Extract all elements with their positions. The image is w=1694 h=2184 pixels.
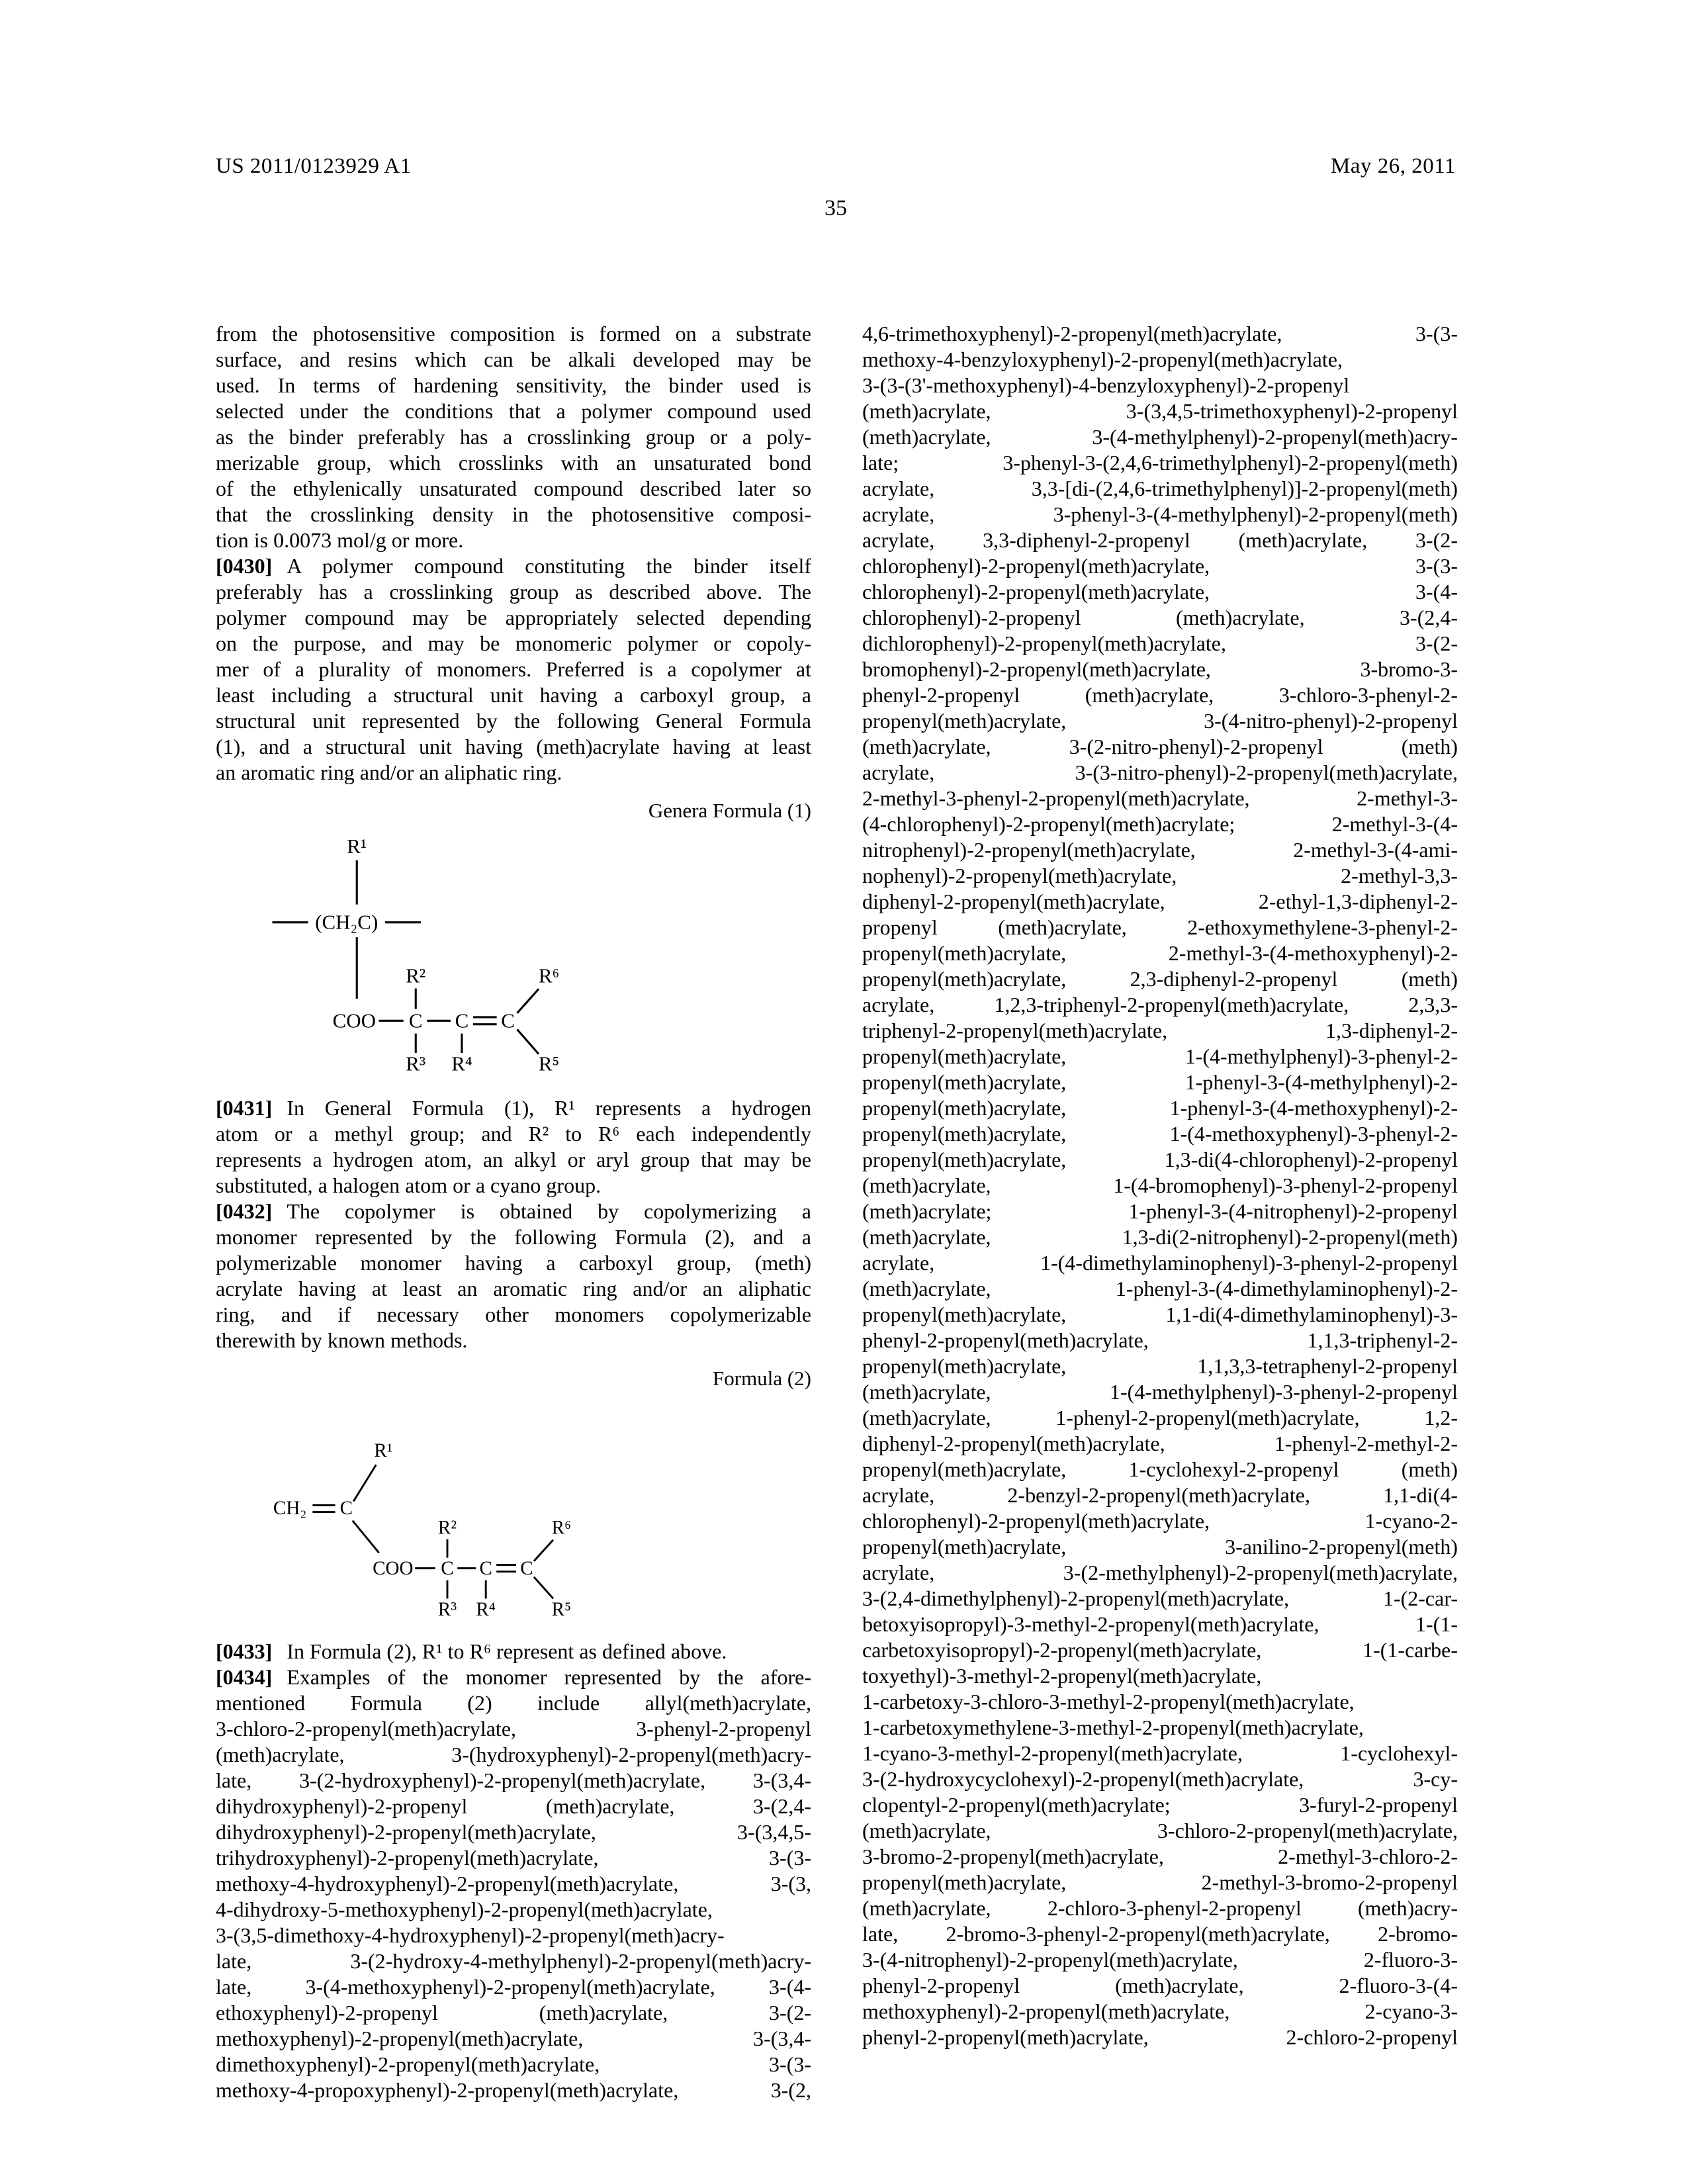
text-line: propenyl(meth)acrylate, 2,3-diphenyl-2-propenyl (meth) (862, 967, 1458, 991)
atom-c0: C (339, 1498, 353, 1520)
text-line: 2-methyl-3-phenyl-2-propenyl(meth)acrylate, 2-methyl-3- (862, 786, 1458, 810)
paragraph-body (216, 579, 811, 786)
text-line: 1-carbetoxy-3-chloro-3-methyl-2-propenyl(meth)acrylate, (862, 1690, 1355, 1713)
text-line: propenyl(meth)acrylate, 1,1,3,3-tetraphenyl-2-propenyl (862, 1354, 1458, 1378)
text-line: 3-(2-hydroxycyclohexyl)-2-propenyl(meth)acrylate, 3-cy- (862, 1767, 1458, 1791)
text-line: late, 2-bromo-3-phenyl-2-propenyl(meth)acrylate, 2-bromo- (862, 1922, 1458, 1946)
text-line: polymer compound may be appropriately selected depending (216, 606, 811, 629)
text-line: nophenyl)-2-propenyl(meth)acrylate, 2-methyl-3,3- (862, 864, 1458, 887)
text-line: dichlorophenyl)-2-propenyl(meth)acrylate, 3-(2- (862, 631, 1458, 655)
text-line: ring, and if necessary other monomers copolymerizable (216, 1302, 811, 1327)
text-line: carbetoxyisopropyl)-2-propenyl(meth)acrylate, 1-(1-carbe- (862, 1638, 1458, 1662)
text-line: acrylate, 3-phenyl-3-(4-methylphenyl)-2-propenyl(meth) (862, 502, 1458, 526)
text-line: (meth)acrylate, 3-(hydroxyphenyl)-2-propenyl(meth)acry- (216, 1743, 811, 1767)
text-line: dimethoxyphenyl)-2-propenyl(meth)acrylate, 3-(3- (216, 2052, 811, 2077)
text-line: late, 3-(2-hydroxy-4-methylphenyl)-2-propenyl(meth)acry- (216, 1949, 811, 1974)
chemical-structure-formula2 (262, 1396, 580, 1623)
atom-r6: R⁶ (551, 1517, 572, 1539)
atom-c2: C (479, 1558, 492, 1580)
text-line: as the binder preferably has a crosslinking group or a poly- (216, 425, 811, 449)
text-line: propenyl(meth)acrylate, 2-methyl-3-bromo-2-propenyl (862, 1870, 1458, 1894)
text-line: dihydroxyphenyl)-2-propenyl(meth)acrylate, 3-(3,4,5- (216, 1820, 811, 1844)
text-line: acrylate, 1-(4-dimethylaminophenyl)-3-phenyl-2-propenyl (862, 1251, 1458, 1275)
right-column (862, 321, 1458, 2050)
text-line: 3-(3,5-dimethoxy-4-hydroxyphenyl)-2-propenyl(meth)acry- (216, 1923, 725, 1948)
atom-backbone: (CH₂C) (315, 910, 379, 934)
text-line: (4-chlorophenyl)-2-propenyl(meth)acrylate; 2-methyl-3-(4- (862, 812, 1458, 836)
text-line: acrylate, 3,3-diphenyl-2-propenyl (meth)acrylate, 3-(2- (862, 528, 1458, 552)
text-line: trihydroxyphenyl)-2-propenyl(meth)acrylate, 3-(3- (216, 1846, 811, 1870)
paragraph-first-line (216, 1095, 811, 1121)
text-line: mer of a plurality of monomers. Preferred is a copolymer at (216, 657, 811, 681)
atom-c1: C (408, 1009, 423, 1032)
paragraph-0434 (216, 1664, 811, 2103)
text-line: propenyl(meth)acrylate, 1-phenyl-3-(4-methylphenyl)-2- (862, 1070, 1458, 1094)
paragraph-tag: [0432] (216, 1199, 273, 1224)
text-line: diphenyl-2-propenyl(meth)acrylate, 2-ethyl-1,3-diphenyl-2- (862, 889, 1458, 913)
paragraph-body (216, 1224, 811, 1353)
text-line: from the photosensitive composition is formed on a substrate (216, 322, 811, 345)
text-line: 4,6-trimethoxyphenyl)-2-propenyl(meth)acrylate, 3-(3- (862, 322, 1458, 345)
left-column (216, 321, 811, 2103)
paragraph-tag: [0433] (216, 1639, 273, 1664)
atom-c3: C (520, 1558, 533, 1580)
paragraph-intro (216, 321, 811, 553)
text-line: methoxyphenyl)-2-propenyl(meth)acrylate, 2-cyano-3- (862, 1999, 1458, 2023)
text-line: merizable group, which crosslinks with an unsaturated bond (216, 451, 811, 475)
paragraph-tag: [0430] (216, 554, 273, 578)
text-line: propenyl(meth)acrylate, 1,1-di(4-dimethylaminophenyl)-3- (862, 1302, 1458, 1326)
text-line: polymerizable monomer having a carboxyl group, (meth) (216, 1251, 811, 1275)
paragraph-text: A polymer compound constituting the binder itself (287, 554, 811, 578)
text-line: (meth)acrylate, 1-phenyl-2-propenyl(meth)acrylate, 1,2- (862, 1406, 1458, 1430)
text-line: acrylate having at least an aromatic ring and/or an aliphatic (216, 1277, 811, 1301)
formula1-label: Genera Formula (1) (648, 799, 811, 822)
text-line: phenyl-2-propenyl(meth)acrylate, 1,1,3-triphenyl-2- (862, 1328, 1458, 1352)
text-line: betoxyisopropyl)-3-methyl-2-propenyl(meth)acrylate, 1-(1- (862, 1612, 1458, 1636)
text-line: acrylate, 3-(3-nitro-phenyl)-2-propenyl(meth)acrylate, (862, 760, 1458, 784)
text-line: (meth)acrylate, 1-(4-bromophenyl)-3-phenyl-2-propenyl (862, 1173, 1458, 1197)
text-line: atom or a methyl group; and R² to R⁶ each independently (216, 1122, 811, 1146)
text-line: toxyethyl)-3-methyl-2-propenyl(meth)acrylate, (862, 1664, 1262, 1688)
text-line: ethoxyphenyl)-2-propenyl (meth)acrylate, 3-(2- (216, 2001, 811, 2025)
atom-r6: R⁶ (538, 964, 560, 987)
atom-c3: C (501, 1009, 515, 1032)
text-line: methoxy-4-benzyloxyphenyl)-2-propenyl(meth)acrylate, (862, 347, 1343, 371)
atom-r3: R³ (406, 1052, 426, 1075)
paragraph-text: In General Formula (1), R¹ represents a hydrogen (287, 1096, 811, 1120)
paragraph-0433 (216, 1639, 811, 1664)
atom-c2: C (455, 1009, 469, 1032)
text-line: clopentyl-2-propenyl(meth)acrylate; 3-furyl-2-propenyl (862, 1793, 1458, 1817)
atom-coo: COO (332, 1009, 377, 1032)
text-line: methoxy-4-propoxyphenyl)-2-propenyl(meth)acrylate, 3-(2, (216, 2078, 811, 2103)
text-line: (meth)acrylate, 1-phenyl-3-(4-dimethylaminophenyl)-2- (862, 1277, 1458, 1300)
paragraph-text: The copolymer is obtained by copolymerizing a (287, 1199, 811, 1224)
text-line: (meth)acrylate, 3-(3,4,5-trimethoxyphenyl)-2-propenyl (862, 399, 1458, 423)
text-line: propenyl(meth)acrylate, 1-phenyl-3-(4-methoxyphenyl)-2- (862, 1096, 1458, 1120)
atom-r4: R⁴ (476, 1599, 496, 1621)
text-line: acrylate, 2-benzyl-2-propenyl(meth)acrylate, 1,1-di(4- (862, 1483, 1458, 1507)
paragraph-0431 (216, 1095, 811, 1199)
text-line: propenyl (meth)acrylate, 2-ethoxymethylene-3-phenyl-2- (862, 915, 1458, 939)
paragraph-tag: [0434] (216, 1665, 273, 1690)
atom-r5: R⁵ (551, 1599, 572, 1621)
text-line: tion is 0.0073 mol/g or more. (216, 528, 464, 552)
paragraph-first-line (216, 1199, 811, 1224)
atom-r3: R³ (437, 1599, 457, 1621)
text-line: 1-cyano-3-methyl-2-propenyl(meth)acrylate, 1-cyclohexyl- (862, 1741, 1458, 1765)
atom-r5: R⁵ (538, 1052, 560, 1075)
text-line: propenyl(meth)acrylate, 2-methyl-3-(4-methoxyphenyl)-2- (862, 941, 1458, 965)
header-date: May 26, 2011 (1330, 154, 1456, 178)
text-line: 4-dihydroxy-5-methoxyphenyl)-2-propenyl(meth)acrylate, (216, 1897, 713, 1922)
text-line: selected under the conditions that a polymer compound used (216, 399, 811, 423)
text-line: (meth)acrylate, 3-(4-methylphenyl)-2-propenyl(meth)acry- (862, 425, 1458, 449)
paragraph-body (216, 1121, 811, 1199)
text-line: nitrophenyl)-2-propenyl(meth)acrylate, 2-methyl-3-(4-ami- (862, 838, 1458, 862)
text-line: (meth)acrylate, 3-chloro-2-propenyl(meth)acrylate, (862, 1819, 1458, 1843)
atom-r1: R¹ (374, 1440, 393, 1462)
text-line: 3-(3-(3'-methoxyphenyl)-4-benzyloxyphenyl)-2-propenyl (862, 373, 1350, 397)
text-line: propenyl(meth)acrylate, 1-(4-methoxyphenyl)-3-phenyl-2- (862, 1122, 1458, 1146)
text-line: (meth)acrylate, 2-chloro-3-phenyl-2-propenyl (meth)acry- (862, 1896, 1458, 1920)
text-line: 3-bromo-2-propenyl(meth)acrylate, 2-methyl-3-chloro-2- (862, 1844, 1458, 1868)
text-line: diphenyl-2-propenyl(meth)acrylate, 1-phenyl-2-methyl-2- (862, 1432, 1458, 1455)
paragraph-0432 (216, 1199, 811, 1353)
text-line: late; 3-phenyl-3-(2,4,6-trimethylphenyl)-2-propenyl(meth) (862, 451, 1458, 475)
formula2-label: Formula (2) (713, 1367, 811, 1390)
text-line: 1-carbetoxymethylene-3-methyl-2-propenyl(meth)acrylate, (862, 1715, 1364, 1739)
paragraph-text: Examples of the monomer represented by the afore- (287, 1665, 811, 1690)
text-line: (meth)acrylate; 1-phenyl-3-(4-nitrophenyl)-2-propenyl (862, 1199, 1458, 1223)
text-line: of the ethylenically unsaturated compound described later so (216, 477, 811, 500)
text-line: (1), and a structural unit having (meth)acrylate having at least (216, 735, 811, 758)
text-line: dihydroxyphenyl)-2-propenyl (meth)acrylate, 3-(2,4- (216, 1794, 811, 1819)
text-line: bromophenyl)-2-propenyl(meth)acrylate, 3-bromo-3- (862, 657, 1458, 681)
atom-r1: R¹ (347, 835, 367, 858)
text-line: 3-(4-nitrophenyl)-2-propenyl(meth)acrylate, 2-fluoro-3- (862, 1948, 1458, 1972)
text-line: propenyl(meth)acrylate, 3-anilino-2-propenyl(meth) (862, 1535, 1458, 1559)
text-line: propenyl(meth)acrylate, 1-(4-methylphenyl)-3-phenyl-2- (862, 1044, 1458, 1068)
text-line: chlorophenyl)-2-propenyl(meth)acrylate, 1-cyano-2- (862, 1509, 1458, 1533)
text-line: preferably has a crosslinking group as described above. The (216, 580, 811, 604)
text-line: propenyl(meth)acrylate, 1,3-di(4-chlorophenyl)-2-propenyl (862, 1148, 1458, 1171)
text-line: on the purpose, and may be monomeric polymer or copoly- (216, 631, 811, 655)
paragraph-continued (862, 321, 1458, 2050)
text-line: 3-(2,4-dimethylphenyl)-2-propenyl(meth)acrylate, 1-(2-car- (862, 1586, 1458, 1610)
text-line: phenyl-2-propenyl (meth)acrylate, 3-chloro-3-phenyl-2- (862, 683, 1458, 707)
paragraph-first-line (216, 553, 811, 579)
text-line: propenyl(meth)acrylate, 1-cyclohexyl-2-propenyl (meth) (862, 1457, 1458, 1481)
text-line: that the crosslinking density in the photosensitive composi- (216, 502, 811, 526)
chemical-structure-formula1 (262, 829, 580, 1079)
atom-r4: R⁴ (451, 1052, 472, 1075)
text-line: used. In terms of hardening sensitivity, the binder used is (216, 373, 811, 397)
text-line: monomer represented by the following Formula (2), and a (216, 1225, 811, 1250)
text-line: late, 3-(4-methoxyphenyl)-2-propenyl(meth)acrylate, 3-(4- (216, 1975, 811, 1999)
text-line: methoxy-4-hydroxyphenyl)-2-propenyl(meth)acrylate, 3-(3, (216, 1872, 811, 1896)
atom-c1: C (441, 1558, 454, 1580)
text-line: triphenyl-2-propenyl(meth)acrylate, 1,3-diphenyl-2- (862, 1019, 1458, 1042)
paragraph-0430 (216, 553, 811, 786)
text-line: surface, and resins which can be alkali developed may be (216, 347, 811, 371)
text-line: (meth)acrylate, 1-(4-methylphenyl)-3-phenyl-2-propenyl (862, 1380, 1458, 1404)
page-number: 35 (825, 196, 847, 220)
header-patent-number: US 2011/0123929 A1 (216, 154, 412, 178)
text-line: chlorophenyl)-2-propenyl(meth)acrylate, 3-(3- (862, 554, 1458, 578)
paragraph-tag: [0431] (216, 1096, 273, 1120)
text-line: 3-chloro-2-propenyl(meth)acrylate, 3-phenyl-2-propenyl (216, 1717, 811, 1741)
text-line: phenyl-2-propenyl(meth)acrylate, 2-chloro-2-propenyl (862, 2025, 1458, 2049)
text-line: mentioned Formula (2) include allyl(meth)acrylate, (216, 1691, 811, 1715)
atom-r2: R² (437, 1517, 457, 1539)
text-line: therewith by known methods. (216, 1328, 468, 1353)
text-line: phenyl-2-propenyl (meth)acrylate, 2-fluoro-3-(4- (862, 1974, 1458, 1997)
paragraph-body (216, 1690, 811, 2103)
text-line: (meth)acrylate, 3-(2-nitro-phenyl)-2-propenyl (meth) (862, 735, 1458, 758)
text-line: acrylate, 3,3-[di-(2,4,6-trimethylphenyl)]-2-propenyl(meth) (862, 477, 1458, 500)
text-line: structural unit represented by the following General Formula (216, 709, 811, 733)
paragraph-first-line (216, 1664, 811, 1690)
paragraph-first-line (216, 1639, 811, 1664)
atom-r2: R² (406, 964, 426, 987)
atom-ch2: CH₂ (273, 1498, 307, 1520)
text-line: methoxyphenyl)-2-propenyl(meth)acrylate, 3-(3,4- (216, 2026, 811, 2051)
paragraph-text: In Formula (2), R¹ to R⁶ represent as defined above. (287, 1639, 727, 1664)
text-line: acrylate, 3-(2-methylphenyl)-2-propenyl(meth)acrylate, (862, 1561, 1458, 1584)
text-line: represents a hydrogen atom, an alkyl or aryl group that may be (216, 1148, 811, 1172)
text-line: least including a structural unit having a carboxyl group, a (216, 683, 811, 707)
text-line: chlorophenyl)-2-propenyl(meth)acrylate, 3-(4- (862, 580, 1458, 604)
text-line: an aromatic ring and/or an aliphatic ring. (216, 760, 562, 784)
formula2-structure (262, 1396, 580, 1623)
text-line: (meth)acrylate, 1,3-di(2-nitrophenyl)-2-propenyl(meth) (862, 1225, 1458, 1249)
atom-coo: COO (373, 1558, 414, 1580)
text-line: late, 3-(2-hydroxyphenyl)-2-propenyl(meth)acrylate, 3-(3,4- (216, 1768, 811, 1793)
formula1-structure (262, 829, 580, 1079)
text-line: propenyl(meth)acrylate, 3-(4-nitro-phenyl)-2-propenyl (862, 709, 1458, 733)
text-line: acrylate, 1,2,3-triphenyl-2-propenyl(meth)acrylate, 2,3,3- (862, 993, 1458, 1017)
text-line: substituted, a halogen atom or a cyano group. (216, 1173, 602, 1198)
text-line: chlorophenyl)-2-propenyl (meth)acrylate, 3-(2,4- (862, 606, 1458, 629)
